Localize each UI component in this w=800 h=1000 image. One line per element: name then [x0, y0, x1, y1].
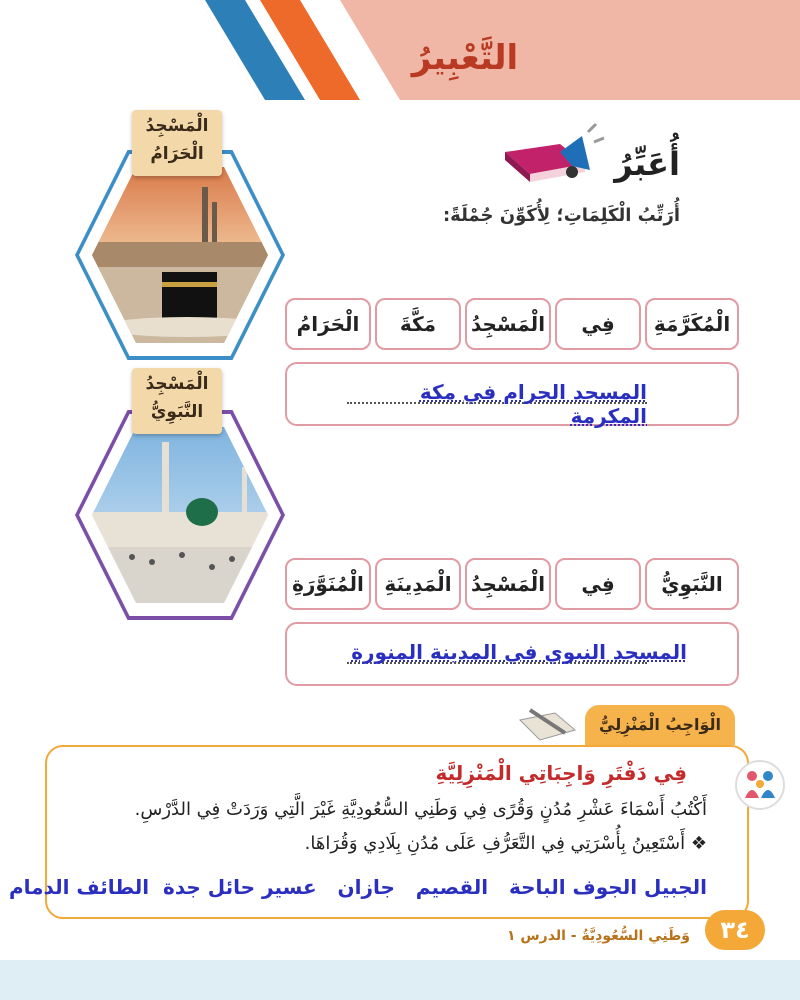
- nabawi-caption-line1: الْمَسْجِدُ: [145, 374, 209, 394]
- bottom-bar: [0, 960, 800, 1000]
- book-megaphone-icon: [500, 122, 605, 192]
- haram-caption-line1: الْمَسْجِدُ: [145, 116, 209, 136]
- haram-caption-line2: الْحَرَامُ: [150, 144, 204, 164]
- bullet-icon: ❖: [690, 833, 707, 854]
- word-box[interactable]: الْمُكَرَّمَةِ: [645, 298, 739, 350]
- word-box[interactable]: فِي: [555, 558, 641, 610]
- family-icon: [735, 760, 785, 810]
- word-box[interactable]: الْحَرَامُ: [285, 298, 371, 350]
- page-number: ٣٤: [705, 910, 765, 950]
- homework-answer: الجبيل الجوف الباحة القصيم جازان عسير حائل جدة الطائف الدمام: [8, 875, 707, 899]
- section-heading: أُعَبِّرُ: [614, 145, 680, 183]
- lesson-label: وَطَنِي السُّعُودِيَّةُ - الدرس ١: [506, 928, 690, 944]
- word-box[interactable]: الْمَدِينَةِ: [375, 558, 461, 610]
- word-box[interactable]: الْمَسْجِدُ: [465, 558, 551, 610]
- word-box[interactable]: الْمُنَوَّرَةِ: [285, 558, 371, 610]
- haram-caption-tag: [132, 110, 222, 176]
- word-box[interactable]: فِي: [555, 298, 641, 350]
- instruction-text: أُرَتِّبُ الْكَلِمَاتِ؛ لِأُكَوِّنَ جُمْلَةً:: [442, 205, 680, 226]
- page-title: التَّعْبِيرُ: [411, 38, 519, 78]
- homework-line-2: [67, 833, 707, 854]
- word-box[interactable]: النَّبَوِيُّ: [645, 558, 739, 610]
- page-header: [0, 0, 800, 100]
- answer-text: المسجد الحرام في مكة المكرمة: [419, 380, 647, 428]
- homework-box: [8, 745, 749, 919]
- answer-field[interactable]: [285, 622, 739, 686]
- homework-title: فِي دَفْتَرِ وَاجِبَاتِي الْمَنْزِلِيَّةِ: [435, 761, 687, 785]
- homework-tab: الْوَاجِبُ الْمَنْزِلِيُّ: [585, 705, 735, 745]
- nabawi-caption-line2: النَّبَوِيُّ: [150, 402, 204, 422]
- notebook-pencil-icon: [515, 705, 580, 745]
- homework-line-2-text: أَسْتَعِينُ بِأُسْرَتِي فِي التَّعَرُّفِ عَلَى مُدُنِ بِلَادِي وَقُرَاهَا.: [304, 833, 686, 854]
- answer-text: المسجد النبوي في المدينة المنورة: [351, 640, 687, 664]
- nabawi-caption-tag: [132, 368, 222, 434]
- homework-line-1: أَكْتُبُ أَسْمَاءَ عَشْرِ مُدُنٍ وَقُرًى فِي وَطَنِي السُّعُودِيَّةِ غَيْرَ الَّتِي وَرَدَتْ فِي الدَّرْسِ.: [134, 799, 707, 820]
- word-box[interactable]: مَكَّةَ: [375, 298, 461, 350]
- answer-field[interactable]: [285, 362, 739, 426]
- word-box[interactable]: الْمَسْجِدُ: [465, 298, 551, 350]
